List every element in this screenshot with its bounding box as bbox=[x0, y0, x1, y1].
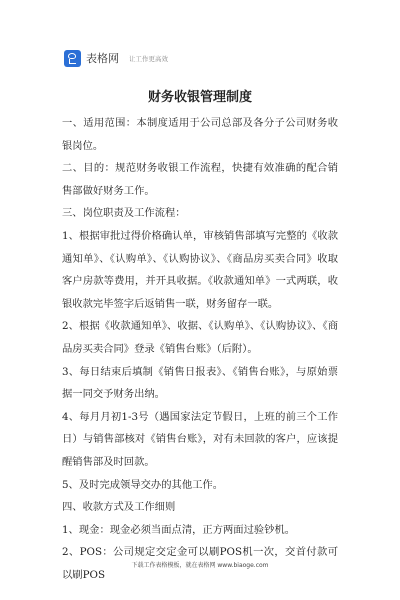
paragraph-duty-3: 3、每日结束后填制《销售日报表》、《销售台账》，与原始票据一同交予财务出纳。 bbox=[62, 365, 338, 401]
brand-name: 表格网 bbox=[86, 52, 119, 65]
paragraph-duty-5: 5、及时完成领导交办的其他工作。 bbox=[62, 478, 224, 491]
paragraph-duties-heading: 三、岗位职责及工作流程： bbox=[62, 207, 186, 220]
page-footer: 下载工作表格模板，就在表格网 www.biaoge.com bbox=[131, 562, 269, 569]
document-body bbox=[62, 112, 338, 586]
paragraph-scope: 一、适用范围：本制度适用于公司总部及各分子公司财务收银岗位。 bbox=[62, 117, 338, 152]
paragraph-payment-heading: 四、收款方式及工作细则 bbox=[62, 501, 176, 514]
paragraph-purpose: 二、目的：规范财务收银工作流程，快捷有效准确的配合销售部做好财务工作。 bbox=[62, 162, 338, 197]
paragraph-duty-4: 4、每月月初1-3号（遇国家法定节假日，上班的前三个工作日）与销售部核对《销售台账》，对有未回款的客户，应该提醒销售部及时回款。 bbox=[62, 410, 338, 468]
brand-logo-icon bbox=[64, 50, 81, 67]
brand-slogan: 让工作更高效 bbox=[129, 54, 168, 63]
paragraph-duty-2: 2、根据《收款通知单》、收据、《认购单》、《认购协议》、《商品房买卖合同》登录《销售台账》（后附）。 bbox=[62, 320, 338, 355]
site-header bbox=[64, 48, 168, 68]
paragraph-payment-cash: 1、现金：现金必须当面点清，正方两面过验钞机。 bbox=[62, 523, 296, 536]
paragraph-duty-1: 1、根据审批过得价格确认单，审核销售部填写完整的《收款通知单》、《认购单》、《认购协议》、《商品房买卖合同》收取客户房款等费用，并开具收据。《收款通知单》一式两联，收银收款完毕签字后返销售一联，财务留存一联。 bbox=[62, 229, 338, 310]
paragraph-payment-pos: 2、POS：公司规定交定金可以刷POS机一次，交首付款可以刷POS bbox=[62, 546, 338, 581]
document-title: 财务收银管理制度 bbox=[147, 90, 252, 105]
